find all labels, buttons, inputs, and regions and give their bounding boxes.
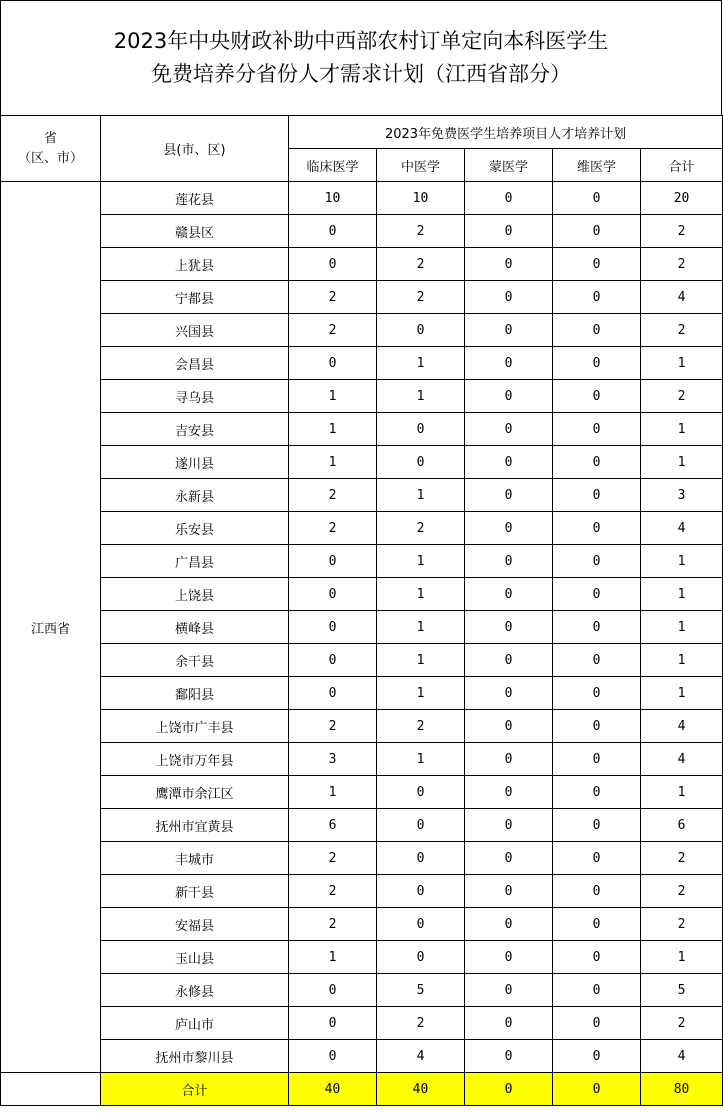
value-cell-total: 4 <box>641 710 723 743</box>
column-header-uyghur: 维医学 <box>553 149 641 182</box>
value-cell-total: 1 <box>641 545 723 578</box>
table-row <box>1 842 723 875</box>
value-cell-total: 2 <box>641 248 723 281</box>
plan-group-header: 2023年免费医学生培养项目人才培养计划 <box>289 116 723 149</box>
total-value-mongolian: 0 <box>465 1073 553 1106</box>
county-cell: 寻乌县 <box>101 380 289 413</box>
value-cell-mongolian: 0 <box>465 215 553 248</box>
county-cell: 赣县区 <box>101 215 289 248</box>
county-cell: 横峰县 <box>101 611 289 644</box>
county-cell: 永修县 <box>101 974 289 1007</box>
value-cell-total: 1 <box>641 413 723 446</box>
value-cell-total: 2 <box>641 215 723 248</box>
value-cell-mongolian: 0 <box>465 908 553 941</box>
value-cell-mongolian: 0 <box>465 875 553 908</box>
value-cell-tcm: 0 <box>377 875 465 908</box>
value-cell-tcm: 1 <box>377 611 465 644</box>
value-cell-tcm: 1 <box>377 545 465 578</box>
table-row <box>1 512 723 545</box>
value-cell-tcm: 0 <box>377 908 465 941</box>
table-row <box>1 446 723 479</box>
table-row <box>1 578 723 611</box>
value-cell-tcm: 0 <box>377 941 465 974</box>
table-row <box>1 941 723 974</box>
value-cell-total: 4 <box>641 512 723 545</box>
value-cell-mongolian: 0 <box>465 248 553 281</box>
value-cell-clinical: 0 <box>289 644 377 677</box>
table-row <box>1 776 723 809</box>
value-cell-mongolian: 0 <box>465 809 553 842</box>
column-header-clinical: 临床医学 <box>289 149 377 182</box>
value-cell-mongolian: 0 <box>465 479 553 512</box>
value-cell-tcm: 2 <box>377 1007 465 1040</box>
county-column-header: 县(市、区) <box>101 116 289 182</box>
value-cell-clinical: 2 <box>289 314 377 347</box>
table-title <box>0 0 722 115</box>
total-value-uyghur: 0 <box>553 1073 641 1106</box>
value-cell-total: 4 <box>641 281 723 314</box>
value-cell-clinical: 2 <box>289 281 377 314</box>
county-cell: 会昌县 <box>101 347 289 380</box>
value-cell-uyghur: 0 <box>553 875 641 908</box>
county-cell: 上饶市广丰县 <box>101 710 289 743</box>
value-cell-total: 2 <box>641 1007 723 1040</box>
county-cell: 宁都县 <box>101 281 289 314</box>
value-cell-mongolian: 0 <box>465 182 553 215</box>
value-cell-tcm: 2 <box>377 248 465 281</box>
value-cell-uyghur: 0 <box>553 842 641 875</box>
table-row <box>1 710 723 743</box>
county-cell: 余干县 <box>101 644 289 677</box>
table-row <box>1 380 723 413</box>
table-row <box>1 677 723 710</box>
value-cell-total: 2 <box>641 314 723 347</box>
value-cell-mongolian: 0 <box>465 446 553 479</box>
total-row-blank-cell <box>1 1073 101 1106</box>
county-cell: 抚州市宜黄县 <box>101 809 289 842</box>
value-cell-mongolian: 0 <box>465 545 553 578</box>
value-cell-total: 1 <box>641 677 723 710</box>
column-header-tcm: 中医学 <box>377 149 465 182</box>
value-cell-total: 1 <box>641 446 723 479</box>
value-cell-tcm: 5 <box>377 974 465 1007</box>
value-cell-total: 3 <box>641 479 723 512</box>
total-value-clinical: 40 <box>289 1073 377 1106</box>
value-cell-mongolian: 0 <box>465 347 553 380</box>
value-cell-mongolian: 0 <box>465 677 553 710</box>
value-cell-mongolian: 0 <box>465 380 553 413</box>
value-cell-total: 4 <box>641 743 723 776</box>
value-cell-total: 1 <box>641 776 723 809</box>
value-cell-uyghur: 0 <box>553 479 641 512</box>
table-row <box>1 974 723 1007</box>
value-cell-uyghur: 0 <box>553 512 641 545</box>
value-cell-tcm: 1 <box>377 644 465 677</box>
value-cell-uyghur: 0 <box>553 182 641 215</box>
header-row-1 <box>1 116 723 149</box>
value-cell-tcm: 0 <box>377 413 465 446</box>
value-cell-clinical: 1 <box>289 413 377 446</box>
value-cell-mongolian: 0 <box>465 644 553 677</box>
value-cell-total: 4 <box>641 1040 723 1073</box>
value-cell-tcm: 0 <box>377 314 465 347</box>
value-cell-clinical: 1 <box>289 941 377 974</box>
county-cell: 吉安县 <box>101 413 289 446</box>
county-cell: 庐山市 <box>101 1007 289 1040</box>
value-cell-clinical: 2 <box>289 710 377 743</box>
value-cell-clinical: 3 <box>289 743 377 776</box>
value-cell-clinical: 2 <box>289 842 377 875</box>
county-cell: 遂川县 <box>101 446 289 479</box>
county-cell: 兴国县 <box>101 314 289 347</box>
table-row <box>1 908 723 941</box>
value-cell-tcm: 1 <box>377 677 465 710</box>
value-cell-mongolian: 0 <box>465 281 553 314</box>
table-row <box>1 809 723 842</box>
table-row <box>1 347 723 380</box>
total-row <box>1 1073 723 1106</box>
total-value-total: 80 <box>641 1073 723 1106</box>
value-cell-mongolian: 0 <box>465 578 553 611</box>
value-cell-total: 2 <box>641 380 723 413</box>
value-cell-clinical: 0 <box>289 1007 377 1040</box>
value-cell-uyghur: 0 <box>553 413 641 446</box>
table-row <box>1 611 723 644</box>
value-cell-clinical: 0 <box>289 1040 377 1073</box>
value-cell-tcm: 0 <box>377 776 465 809</box>
province-cell: 江西省 <box>1 182 101 1073</box>
plan-table <box>0 115 723 1106</box>
value-cell-mongolian: 0 <box>465 1007 553 1040</box>
province-header-line-2: （区、市） <box>17 150 83 166</box>
county-cell: 莲花县 <box>101 182 289 215</box>
value-cell-tcm: 2 <box>377 215 465 248</box>
value-cell-clinical: 2 <box>289 479 377 512</box>
value-cell-uyghur: 0 <box>553 677 641 710</box>
table-row <box>1 281 723 314</box>
value-cell-total: 6 <box>641 809 723 842</box>
county-cell: 乐安县 <box>101 512 289 545</box>
county-cell: 鄱阳县 <box>101 677 289 710</box>
value-cell-clinical: 1 <box>289 380 377 413</box>
value-cell-uyghur: 0 <box>553 248 641 281</box>
county-cell: 广昌县 <box>101 545 289 578</box>
value-cell-tcm: 10 <box>377 182 465 215</box>
value-cell-uyghur: 0 <box>553 941 641 974</box>
value-cell-clinical: 0 <box>289 974 377 1007</box>
value-cell-clinical: 6 <box>289 809 377 842</box>
column-header-total: 合计 <box>641 149 723 182</box>
table-row <box>1 314 723 347</box>
value-cell-uyghur: 0 <box>553 446 641 479</box>
value-cell-mongolian: 0 <box>465 776 553 809</box>
value-cell-total: 2 <box>641 842 723 875</box>
county-cell: 上犹县 <box>101 248 289 281</box>
value-cell-tcm: 2 <box>377 512 465 545</box>
table-row <box>1 875 723 908</box>
value-cell-mongolian: 0 <box>465 842 553 875</box>
value-cell-tcm: 0 <box>377 842 465 875</box>
value-cell-uyghur: 0 <box>553 776 641 809</box>
value-cell-clinical: 0 <box>289 677 377 710</box>
table-body <box>1 182 723 1106</box>
value-cell-tcm: 1 <box>377 479 465 512</box>
table-row <box>1 1040 723 1073</box>
value-cell-tcm: 1 <box>377 578 465 611</box>
county-cell: 丰城市 <box>101 842 289 875</box>
value-cell-mongolian: 0 <box>465 941 553 974</box>
value-cell-mongolian: 0 <box>465 974 553 1007</box>
value-cell-uyghur: 0 <box>553 644 641 677</box>
county-cell: 上饶县 <box>101 578 289 611</box>
title-line-2: 免费培养分省份人才需求计划（江西省部分） <box>151 62 571 86</box>
value-cell-clinical: 0 <box>289 248 377 281</box>
value-cell-clinical: 0 <box>289 545 377 578</box>
value-cell-clinical: 2 <box>289 875 377 908</box>
value-cell-clinical: 2 <box>289 512 377 545</box>
value-cell-tcm: 1 <box>377 743 465 776</box>
table-row <box>1 182 723 215</box>
value-cell-total: 2 <box>641 908 723 941</box>
value-cell-clinical: 10 <box>289 182 377 215</box>
value-cell-mongolian: 0 <box>465 512 553 545</box>
county-cell: 抚州市黎川县 <box>101 1040 289 1073</box>
value-cell-total: 20 <box>641 182 723 215</box>
value-cell-total: 5 <box>641 974 723 1007</box>
table-row <box>1 413 723 446</box>
value-cell-mongolian: 0 <box>465 743 553 776</box>
county-cell: 新干县 <box>101 875 289 908</box>
value-cell-tcm: 0 <box>377 446 465 479</box>
value-cell-total: 1 <box>641 611 723 644</box>
value-cell-uyghur: 0 <box>553 347 641 380</box>
total-label-cell: 合计 <box>101 1073 289 1106</box>
value-cell-clinical: 0 <box>289 578 377 611</box>
value-cell-tcm: 0 <box>377 809 465 842</box>
county-cell: 鹰潭市余江区 <box>101 776 289 809</box>
value-cell-uyghur: 0 <box>553 578 641 611</box>
value-cell-total: 1 <box>641 941 723 974</box>
county-cell: 安福县 <box>101 908 289 941</box>
value-cell-uyghur: 0 <box>553 710 641 743</box>
value-cell-total: 1 <box>641 578 723 611</box>
county-cell: 永新县 <box>101 479 289 512</box>
value-cell-uyghur: 0 <box>553 1040 641 1073</box>
value-cell-clinical: 1 <box>289 776 377 809</box>
value-cell-mongolian: 0 <box>465 710 553 743</box>
value-cell-mongolian: 0 <box>465 413 553 446</box>
value-cell-uyghur: 0 <box>553 743 641 776</box>
value-cell-uyghur: 0 <box>553 215 641 248</box>
value-cell-tcm: 2 <box>377 710 465 743</box>
table-row <box>1 479 723 512</box>
value-cell-uyghur: 0 <box>553 611 641 644</box>
value-cell-uyghur: 0 <box>553 1007 641 1040</box>
value-cell-uyghur: 0 <box>553 314 641 347</box>
table-row <box>1 248 723 281</box>
value-cell-total: 2 <box>641 875 723 908</box>
total-value-tcm: 40 <box>377 1073 465 1106</box>
value-cell-clinical: 2 <box>289 908 377 941</box>
value-cell-mongolian: 0 <box>465 314 553 347</box>
province-header-line-1: 省 <box>43 130 57 146</box>
column-header-mongolian: 蒙医学 <box>465 149 553 182</box>
value-cell-total: 1 <box>641 347 723 380</box>
value-cell-uyghur: 0 <box>553 809 641 842</box>
province-column-header <box>1 116 101 182</box>
table-row <box>1 743 723 776</box>
value-cell-uyghur: 0 <box>553 908 641 941</box>
value-cell-tcm: 4 <box>377 1040 465 1073</box>
table-row <box>1 1007 723 1040</box>
county-cell: 玉山县 <box>101 941 289 974</box>
value-cell-uyghur: 0 <box>553 380 641 413</box>
value-cell-clinical: 1 <box>289 446 377 479</box>
value-cell-clinical: 0 <box>289 215 377 248</box>
title-line-1: 2023年中央财政补助中西部农村订单定向本科医学生 <box>113 29 609 53</box>
value-cell-tcm: 1 <box>377 347 465 380</box>
value-cell-clinical: 0 <box>289 347 377 380</box>
value-cell-tcm: 1 <box>377 380 465 413</box>
value-cell-uyghur: 0 <box>553 545 641 578</box>
table-row <box>1 545 723 578</box>
value-cell-mongolian: 0 <box>465 611 553 644</box>
county-cell: 上饶市万年县 <box>101 743 289 776</box>
value-cell-uyghur: 0 <box>553 974 641 1007</box>
value-cell-uyghur: 0 <box>553 281 641 314</box>
table-row <box>1 644 723 677</box>
value-cell-clinical: 0 <box>289 611 377 644</box>
value-cell-tcm: 2 <box>377 281 465 314</box>
value-cell-mongolian: 0 <box>465 1040 553 1073</box>
value-cell-total: 1 <box>641 644 723 677</box>
table-row <box>1 215 723 248</box>
